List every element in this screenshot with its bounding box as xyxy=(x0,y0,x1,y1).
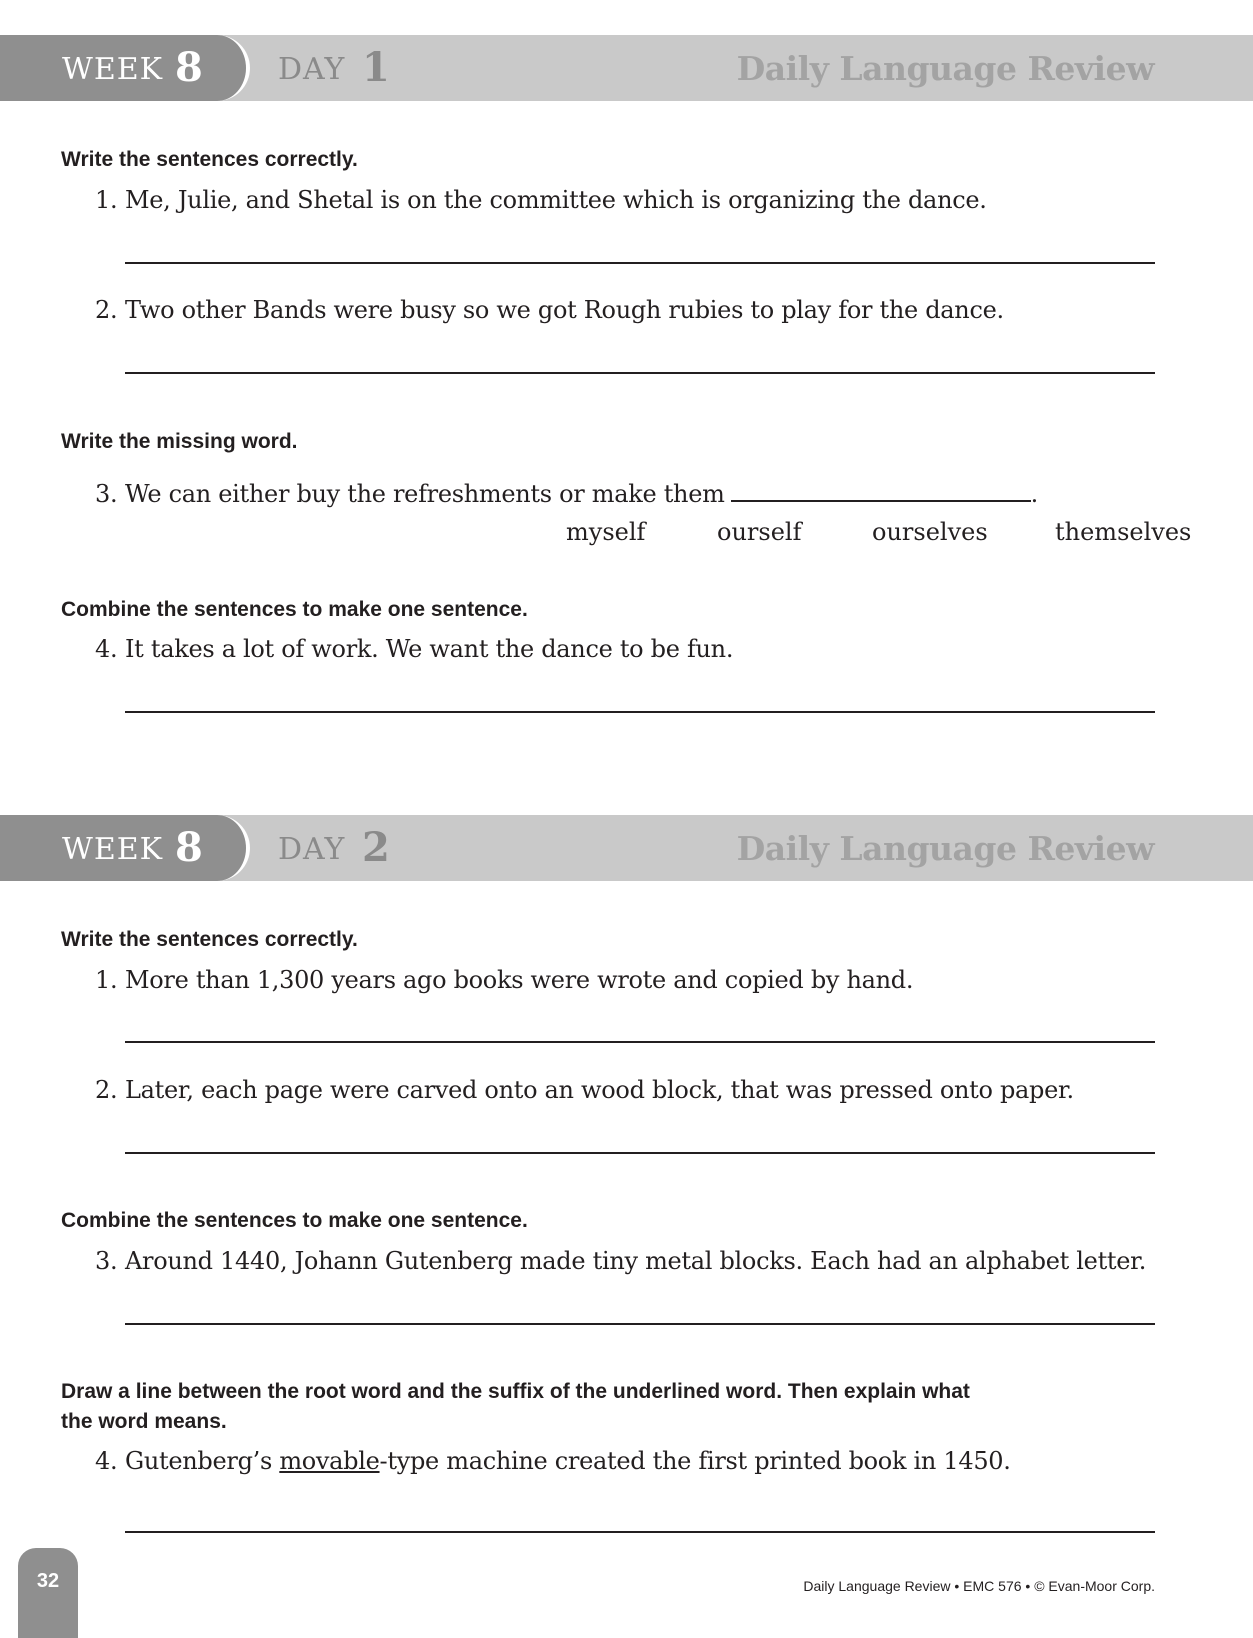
instruction-line-2: the word means. xyxy=(61,1410,227,1433)
answer-line[interactable] xyxy=(125,711,1155,713)
day-number: 2 xyxy=(362,824,390,871)
day2-header-banner xyxy=(0,815,1253,881)
answer-line[interactable] xyxy=(125,1152,1155,1154)
item-number: 4. xyxy=(95,1447,118,1475)
item-number: 2. xyxy=(95,296,118,324)
item-text-before: Gutenberg’s xyxy=(125,1447,280,1475)
answer-line[interactable] xyxy=(125,1531,1155,1533)
week-label: WEEK xyxy=(62,832,164,867)
item-text: More than 1,300 years ago books were wrote and copied by hand. xyxy=(125,966,914,994)
answer-line[interactable] xyxy=(125,1041,1155,1043)
item-text-wrapper xyxy=(125,480,1038,508)
choice-myself[interactable]: myself xyxy=(566,518,646,546)
day-label: DAY xyxy=(278,832,346,867)
answer-line[interactable] xyxy=(125,1323,1155,1325)
day1-instruction-2: Write the missing word. xyxy=(61,430,298,453)
item-number: 4. xyxy=(95,635,118,663)
fill-in-blank[interactable] xyxy=(731,480,1031,502)
item-number: 1. xyxy=(95,186,118,214)
choice-themselves[interactable]: themselves xyxy=(1055,518,1192,546)
choice-ourself[interactable]: ourself xyxy=(717,518,802,546)
item-text: It takes a lot of work. We want the dance to be fun. xyxy=(125,635,734,663)
day1-instruction-3: Combine the sentences to make one sentence. xyxy=(61,598,528,621)
week-number: 8 xyxy=(175,44,203,91)
review-title: Daily Language Review xyxy=(736,49,1154,88)
footer-credit: Daily Language Review • EMC 576 • © Evan-Moor Corp. xyxy=(803,1578,1155,1594)
day-label: DAY xyxy=(278,52,346,87)
item-number: 1. xyxy=(95,966,118,994)
page-number-tab xyxy=(18,1548,78,1638)
answer-line[interactable] xyxy=(125,372,1155,374)
day-number: 1 xyxy=(362,44,390,91)
item-text: Later, each page were carved onto an wood block, that was pressed onto paper. xyxy=(125,1076,1074,1104)
instruction-line-1: Draw a line between the root word and the suffix of the underlined word. Then explain what xyxy=(61,1380,970,1403)
item-text-after: -type machine created the first printed book in 1450. xyxy=(379,1447,1011,1475)
review-title: Daily Language Review xyxy=(736,829,1154,868)
item-text-wrapper xyxy=(125,1447,1011,1475)
answer-line[interactable] xyxy=(125,262,1155,264)
item-number: 2. xyxy=(95,1076,118,1104)
item-number: 3. xyxy=(95,480,118,508)
underlined-word: movable xyxy=(279,1447,380,1475)
day2-instruction-3 xyxy=(61,1377,970,1437)
day1-instruction-1: Write the sentences correctly. xyxy=(61,148,358,171)
day2-instruction-1: Write the sentences correctly. xyxy=(61,928,358,951)
item-number: 3. xyxy=(95,1247,118,1275)
day2-instruction-2: Combine the sentences to make one sentence. xyxy=(61,1209,528,1232)
item-text: Two other Bands were busy so we got Rough rubies to play for the dance. xyxy=(125,296,1004,324)
week-label: WEEK xyxy=(62,52,164,87)
choice-ourselves[interactable]: ourselves xyxy=(872,518,988,546)
item-text: Me, Julie, and Shetal is on the committee which is organizing the dance. xyxy=(125,186,987,214)
week-number: 8 xyxy=(175,824,203,871)
page-number: 32 xyxy=(36,1570,60,1592)
item-end-period: . xyxy=(1030,480,1038,508)
item-text: We can either buy the refreshments or make them xyxy=(125,480,725,508)
day1-header-banner xyxy=(0,35,1253,101)
item-text: Around 1440, Johann Gutenberg made tiny metal blocks. Each had an alphabet letter. xyxy=(125,1247,1147,1275)
